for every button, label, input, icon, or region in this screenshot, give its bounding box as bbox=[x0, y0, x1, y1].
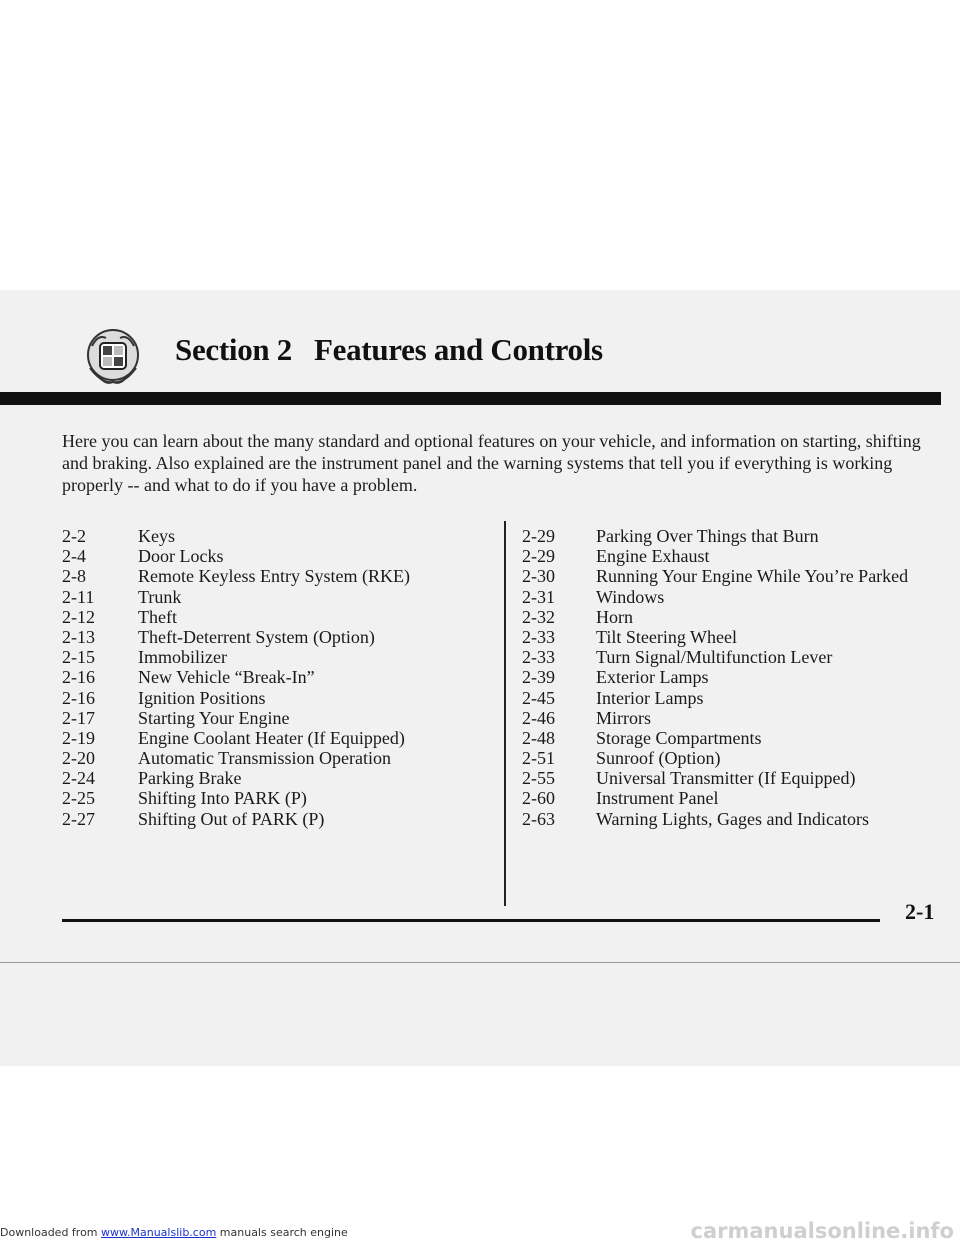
footer-rule bbox=[62, 919, 880, 922]
toc-entry bbox=[62, 728, 410, 748]
toc-entry bbox=[522, 788, 908, 808]
toc-entry bbox=[62, 748, 410, 768]
toc-page-number: 2-20 bbox=[62, 748, 95, 769]
cadillac-crest-icon bbox=[76, 326, 150, 388]
toc-entry bbox=[522, 728, 908, 748]
watermark: carmanualsonline.info bbox=[690, 1219, 954, 1243]
toc-topic: Door Locks bbox=[138, 546, 224, 567]
toc-topic: Horn bbox=[596, 606, 633, 627]
toc-page-number: 2-55 bbox=[522, 768, 555, 789]
toc-entry bbox=[62, 587, 410, 607]
toc-topic: Engine Exhaust bbox=[596, 546, 710, 567]
toc-topic: Ignition Positions bbox=[138, 687, 266, 708]
toc-entry bbox=[522, 607, 908, 627]
toc-entry bbox=[62, 768, 410, 788]
toc-page-number: 2-27 bbox=[62, 808, 95, 829]
toc-topic: Windows bbox=[596, 586, 665, 607]
toc-entry bbox=[522, 748, 908, 768]
toc-page-number: 2-24 bbox=[62, 768, 95, 789]
toc-page-number: 2-25 bbox=[62, 788, 95, 809]
toc-topic: Mirrors bbox=[596, 707, 651, 728]
toc-right-column bbox=[522, 526, 908, 829]
toc-page-number: 2-46 bbox=[522, 707, 555, 728]
toc-page-number: 2-32 bbox=[522, 606, 555, 627]
toc-page-number: 2-29 bbox=[522, 546, 555, 567]
toc-entry bbox=[522, 566, 908, 586]
toc-topic: Universal Transmitter (If Equipped) bbox=[596, 768, 856, 789]
toc-page-number: 2-48 bbox=[522, 727, 555, 748]
toc-page-number: 2-16 bbox=[62, 667, 95, 688]
manual-page bbox=[0, 290, 960, 1066]
toc-topic: Immobilizer bbox=[138, 647, 227, 668]
page-number: 2-1 bbox=[905, 899, 935, 924]
toc-topic: Starting Your Engine bbox=[138, 707, 290, 728]
toc-topic: Engine Coolant Heater (If Equipped) bbox=[138, 727, 405, 748]
toc-entry bbox=[62, 607, 410, 627]
toc-entry bbox=[522, 587, 908, 607]
toc-topic: Remote Keyless Entry System (RKE) bbox=[138, 566, 410, 587]
toc-entry bbox=[522, 809, 908, 829]
toc-topic: Automatic Transmission Operation bbox=[138, 748, 391, 769]
toc-topic: Shifting Into PARK (P) bbox=[138, 788, 307, 809]
manualslib-link[interactable]: www.Manualslib.com bbox=[101, 1226, 217, 1239]
toc-page-number: 2-13 bbox=[62, 626, 95, 647]
toc-page-number: 2-8 bbox=[62, 566, 86, 587]
toc-entry bbox=[522, 546, 908, 566]
toc-page-number: 2-4 bbox=[62, 546, 86, 567]
toc-topic: Sunroof (Option) bbox=[596, 748, 721, 769]
toc-topic: Warning Lights, Gages and Indicators bbox=[596, 808, 869, 829]
toc-page-number: 2-17 bbox=[62, 707, 95, 728]
toc-topic: Theft bbox=[138, 606, 177, 627]
toc-entry bbox=[62, 526, 410, 546]
toc-topic: New Vehicle “Break-In” bbox=[138, 667, 315, 688]
footer-suffix: manuals search engine bbox=[216, 1226, 348, 1239]
toc-page-number: 2-2 bbox=[62, 526, 86, 546]
toc-page-number: 2-31 bbox=[522, 586, 555, 607]
intro-paragraph: Here you can learn about the many standard and optional features on your vehicle, and information on starting, shifting and braking. Also explained are the instrument panel and the warning systems that tell you if everything is working properly -- and what to do if you have a problem. bbox=[62, 431, 921, 495]
toc-topic: Storage Compartments bbox=[596, 727, 762, 748]
toc-topic: Instrument Panel bbox=[596, 788, 719, 809]
toc-topic: Tilt Steering Wheel bbox=[596, 626, 737, 647]
toc-entry bbox=[522, 526, 908, 546]
toc-page-number: 2-33 bbox=[522, 647, 555, 668]
toc-topic: Parking Over Things that Burn bbox=[596, 526, 819, 546]
toc-entry bbox=[62, 566, 410, 586]
toc-page-number: 2-16 bbox=[62, 687, 95, 708]
toc-topic: Keys bbox=[138, 526, 175, 546]
toc-entry bbox=[522, 647, 908, 667]
download-footer bbox=[0, 1226, 348, 1239]
toc-page-number: 2-63 bbox=[522, 808, 555, 829]
toc-page-number: 2-39 bbox=[522, 667, 555, 688]
toc-page-number: 2-15 bbox=[62, 647, 95, 668]
toc-topic: Parking Brake bbox=[138, 768, 242, 789]
toc-topic: Exterior Lamps bbox=[596, 667, 709, 688]
toc-left-column bbox=[62, 526, 410, 829]
toc-page-number: 2-12 bbox=[62, 606, 95, 627]
toc-entry bbox=[62, 688, 410, 708]
heading-rule bbox=[0, 392, 941, 405]
toc-entry bbox=[62, 546, 410, 566]
toc-page-number: 2-33 bbox=[522, 626, 555, 647]
toc-topic: Running Your Engine While You’re Parked bbox=[596, 566, 909, 587]
toc-entry bbox=[62, 809, 410, 829]
toc-topic: Shifting Out of PARK (P) bbox=[138, 808, 325, 829]
page-edge-rule bbox=[0, 962, 960, 963]
section-heading bbox=[175, 332, 603, 368]
toc-entry bbox=[522, 708, 908, 728]
toc-entry bbox=[62, 647, 410, 667]
section-title: Features and Controls bbox=[314, 332, 603, 367]
toc-topic: Turn Signal/Multifunction Lever bbox=[596, 647, 833, 668]
toc-page-number: 2-60 bbox=[522, 788, 555, 809]
toc-topic: Interior Lamps bbox=[596, 687, 704, 708]
toc-page-number: 2-30 bbox=[522, 566, 555, 587]
footer-prefix: Downloaded from bbox=[0, 1226, 102, 1239]
toc-entry bbox=[522, 688, 908, 708]
toc-topic: Trunk bbox=[138, 586, 182, 607]
section-number: Section 2 bbox=[175, 332, 292, 367]
toc-entry bbox=[62, 788, 410, 808]
toc-page-number: 2-29 bbox=[522, 526, 555, 546]
toc-topic: Theft-Deterrent System (Option) bbox=[138, 626, 375, 647]
toc-entry bbox=[62, 627, 410, 647]
toc-entry bbox=[62, 667, 410, 687]
toc-entry bbox=[522, 667, 908, 687]
toc-page-number: 2-11 bbox=[62, 586, 95, 607]
toc-entry bbox=[522, 627, 908, 647]
toc-entry bbox=[62, 708, 410, 728]
toc-page-number: 2-51 bbox=[522, 748, 555, 769]
column-divider bbox=[504, 521, 506, 906]
toc-entry bbox=[522, 768, 908, 788]
toc-page-number: 2-19 bbox=[62, 727, 95, 748]
toc-page-number: 2-45 bbox=[522, 687, 555, 708]
